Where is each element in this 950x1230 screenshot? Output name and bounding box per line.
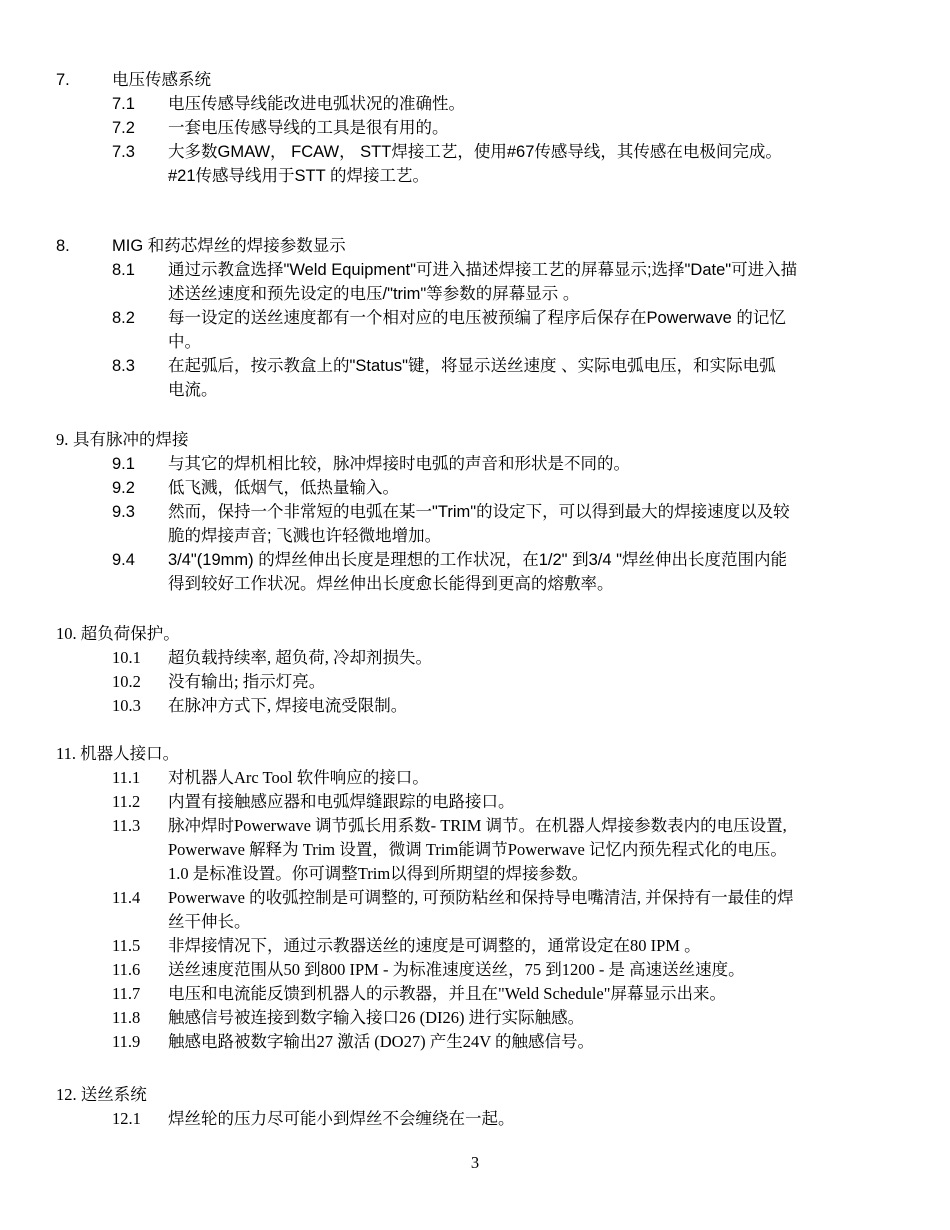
item-number: 10.3	[112, 696, 141, 715]
section-title: MIG 和药芯焊丝的焊接参数显示	[112, 237, 346, 255]
list-item	[56, 140, 896, 188]
section-9	[56, 428, 896, 596]
item-line: Powerwave 的收弧控制是可调整的, 可预防粘丝和保持导电嘴清洁, 并保持有一最佳的焊	[168, 888, 794, 907]
list-item	[56, 814, 896, 886]
section-11	[56, 742, 896, 1054]
list-item	[56, 500, 896, 548]
item-text: 触感信号被连接到数字输入接口26 (DI26) 进行实际触感。	[168, 1008, 585, 1027]
item-line: 丝干伸长。	[168, 912, 251, 931]
item-number: 11.7	[112, 984, 141, 1003]
section-heading	[56, 742, 896, 766]
item-number: 11.6	[112, 960, 141, 979]
section-12	[56, 1083, 896, 1131]
list-item	[56, 548, 896, 596]
item-line: Powerwave 解释为 Trim 设置，微调 Trim能调节Powerwave 记忆内预先程式化的电压。	[168, 840, 787, 859]
item-number: 10.2	[112, 672, 141, 691]
list-item	[56, 982, 896, 1006]
list-item	[56, 1030, 896, 1054]
section-8	[56, 234, 896, 402]
item-text: 送丝速度范围从50 到800 IPM - 为标准速度送丝，75 到1200 - 是 高速送丝速度。	[168, 960, 745, 979]
item-number: 11.9	[112, 1032, 141, 1051]
section-heading	[56, 1083, 896, 1107]
item-line: 脉冲焊时Powerwave 调节弧长用系数- TRIM 调节。在机器人焊接参数表内的电压设置,	[168, 816, 787, 835]
section-number: 11.	[56, 744, 77, 763]
item-line: 然而，保持一个非常短的电弧在某一"Trim"的设定下，可以得到最大的焊接速度以及较	[168, 503, 790, 521]
list-item	[56, 476, 896, 500]
item-text: 电压传感导线能改进电弧状况的准确性。	[168, 95, 465, 113]
item-line: 1.0 是标准设置。你可调整Trim以得到所期望的焊接参数。	[168, 864, 589, 883]
list-item	[56, 958, 896, 982]
section-number: 8.	[56, 237, 70, 255]
section-heading	[56, 68, 896, 92]
item-number: 8.2	[112, 309, 135, 327]
item-number: 9.3	[112, 503, 135, 521]
section-title: 具有脉冲的焊接	[72, 431, 189, 449]
item-text: 与其它的焊机相比较，脉冲焊接时电弧的声音和形状是不同的。	[168, 455, 630, 473]
item-number: 11.4	[112, 888, 141, 907]
item-number: 9.4	[112, 551, 135, 569]
item-number: 11.1	[112, 768, 141, 787]
item-text: 对机器人Arc Tool 软件响应的接口。	[168, 768, 429, 787]
item-line: #21传感导线用于STT 的焊接工艺。	[168, 167, 429, 185]
item-number: 9.2	[112, 479, 135, 497]
list-item	[56, 934, 896, 958]
item-text: 触感电路被数字输出27 激活 (DO27) 产生24V 的触感信号。	[168, 1032, 594, 1051]
section-title: 电压传感系统	[112, 71, 211, 89]
item-number: 11.2	[112, 792, 141, 811]
section-number: 10.	[56, 624, 77, 643]
item-text: 一套电压传感导线的工具是很有用的。	[168, 119, 449, 137]
section-7	[56, 68, 896, 188]
list-item	[56, 452, 896, 476]
item-number: 9.1	[112, 455, 135, 473]
section-number: 9.	[56, 430, 69, 449]
item-line: 电流。	[168, 381, 218, 399]
section-heading	[56, 234, 896, 258]
item-line: 得到较好工作状况。焊丝伸出长度愈长能得到更高的熔敷率。	[168, 575, 614, 593]
section-title: 机器人接口。	[80, 744, 180, 763]
item-text: 内置有接触感应器和电弧焊缝跟踪的电路接口。	[168, 792, 515, 811]
item-line: 中。	[168, 333, 201, 351]
list-item	[56, 306, 896, 354]
section-number: 12.	[56, 1085, 77, 1104]
item-number: 7.2	[112, 119, 135, 137]
item-text: 在脉冲方式下, 焊接电流受限制。	[168, 696, 408, 715]
item-text: 超负载持续率, 超负荷, 冷却剂损失。	[168, 648, 432, 667]
list-item	[56, 694, 896, 718]
item-line: 3/4"(19mm) 的焊丝伸出长度是理想的工作状况，在1/2" 到3/4 "焊丝伸出长度范围内能	[168, 551, 787, 569]
list-item	[56, 92, 896, 116]
item-number: 8.1	[112, 261, 135, 279]
list-item	[56, 790, 896, 814]
item-number: 11.3	[112, 816, 141, 835]
item-line: 述送丝速度和预先设定的电压/"trim"等参数的屏幕显示 。	[168, 285, 580, 303]
section-heading	[56, 622, 896, 646]
item-line: 在起弧后，按示教盒上的"Status"键，将显示送丝速度 、实际电弧电压，和实际电弧	[168, 357, 776, 375]
section-title: 超负荷保护。	[80, 624, 180, 643]
item-line: 大多数GMAW， FCAW， STT焊接工艺，使用#67传感导线，其传感在电极间完成。	[168, 143, 782, 161]
list-item	[56, 116, 896, 140]
section-title: 送丝系统	[80, 1085, 147, 1104]
item-text: 没有输出; 指示灯亮。	[168, 672, 326, 691]
item-number: 12.1	[112, 1109, 141, 1128]
list-item	[56, 1107, 896, 1131]
section-10	[56, 622, 896, 718]
list-item	[56, 1006, 896, 1030]
item-line: 脆的焊接声音; 飞溅也许轻微地增加。	[168, 527, 442, 545]
item-number: 7.3	[112, 143, 135, 161]
list-item	[56, 646, 896, 670]
item-number: 11.5	[112, 936, 141, 955]
item-text: 非焊接情况下，通过示教器送丝的速度是可调整的，通常设定在80 IPM 。	[168, 936, 701, 955]
list-item	[56, 766, 896, 790]
item-text: 焊丝轮的压力尽可能小到焊丝不会缠绕在一起。	[168, 1109, 515, 1128]
item-number: 11.8	[112, 1008, 141, 1027]
list-item	[56, 670, 896, 694]
item-line: 每一设定的送丝速度都有一个相对应的电压被预编了程序后保存在Powerwave 的记忆	[168, 309, 786, 327]
item-text: 电压和电流能反馈到机器人的示教器，并且在"Weld Schedule"屏幕显示出来。	[168, 984, 726, 1003]
section-number: 7.	[56, 71, 70, 89]
item-number: 8.3	[112, 357, 135, 375]
item-text: 低飞溅，低烟气，低热量输入。	[168, 479, 399, 497]
item-number: 10.1	[112, 648, 141, 667]
section-heading	[56, 428, 896, 452]
list-item	[56, 886, 896, 934]
item-line: 通过示教盒选择"Weld Equipment"可进入描述焊接工艺的屏幕显示;选择"Date"可进入描	[168, 261, 798, 279]
list-item	[56, 258, 896, 306]
list-item	[56, 354, 896, 402]
page-number: 3	[470, 1153, 480, 1172]
item-number: 7.1	[112, 95, 135, 113]
